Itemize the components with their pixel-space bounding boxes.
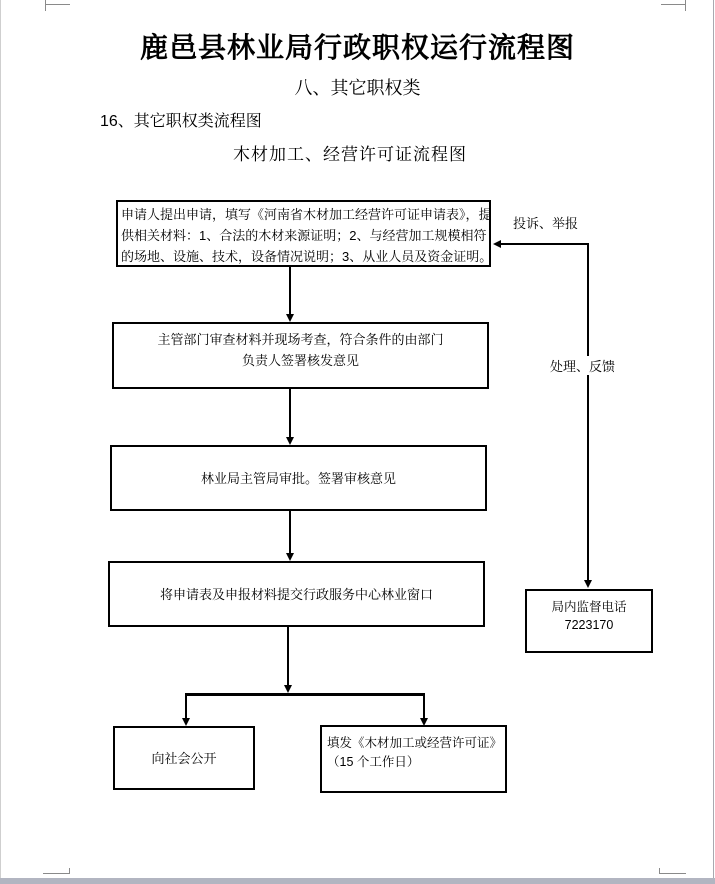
- flow-box-submit: [108, 561, 485, 627]
- flow-box-review-line1: 主管部门审查材料并现场考查，符合条件的由部门: [157, 332, 444, 347]
- flow-box-license-line2: （15 个工作日）: [327, 755, 420, 769]
- branch-horizontal-line: [185, 693, 425, 696]
- flow-box-review-line2: 负责人签署核发意见: [241, 353, 359, 368]
- flow-box-license-line1: 填发《木材加工或经营许可证》: [327, 736, 503, 750]
- text-boundary-mark-top-right-tick: [685, 0, 686, 11]
- arrowhead-down-icon: [286, 437, 294, 445]
- flow-box-apply: [116, 200, 491, 267]
- flow-box-apply-line2: 供相关材料：1、合法的木材来源证明；2、与经营加工规模相符: [121, 228, 487, 243]
- item-heading: 16、其它职权类流程图: [100, 113, 262, 130]
- page-left-edge: [0, 0, 1, 884]
- complaint-label: 投诉、举报: [511, 213, 580, 232]
- text-boundary-mark-bottom-left: [43, 873, 70, 874]
- branch-left-line: [185, 693, 187, 718]
- page-right-edge: [713, 0, 714, 884]
- flowchart-title: 木材加工、经营许可证流程图: [233, 145, 467, 164]
- flow-box-phone-line2: 7223170: [564, 618, 614, 632]
- connector-apply-review: [289, 267, 291, 315]
- flow-box-public-text: 向社会公开: [151, 750, 217, 766]
- text-boundary-mark-bottom-right-tick: [659, 868, 660, 874]
- complaint-vertical-line: [587, 243, 589, 580]
- flow-box-submit-text: 将申请表及申报材料提交行政服务中心林业窗口: [159, 586, 433, 602]
- arrowhead-down-icon: [286, 314, 294, 322]
- page-title: 鹿邑县林业局行政职权运行流程图: [139, 32, 575, 63]
- text-boundary-mark-top-right: [661, 4, 686, 5]
- complaint-horizontal-line: [500, 243, 589, 245]
- section-heading: 八、其它职权类: [294, 78, 421, 98]
- connector-approve-submit: [289, 511, 291, 553]
- text-boundary-mark-top-left: [45, 4, 70, 5]
- branch-right-line: [423, 693, 425, 718]
- flow-box-public: [113, 726, 255, 790]
- text-boundary-mark-top-left-tick: [45, 0, 46, 11]
- arrowhead-down-icon: [286, 553, 294, 561]
- text-boundary-mark-bottom-right: [659, 873, 686, 874]
- arrowhead-down-icon: [182, 718, 190, 726]
- flow-box-approve-text: 林业局主管局审批。签署审核意见: [200, 470, 396, 486]
- flow-box-review: [112, 322, 489, 389]
- flow-box-license: [320, 725, 507, 793]
- connector-review-approve: [289, 389, 291, 437]
- flow-box-apply-line3: 的场地、设施、技术，设备情况说明；3、从业人员及资金证明。: [121, 249, 493, 264]
- flow-box-phone-line1: 局内监督电话: [551, 600, 627, 614]
- connector-submit-branch: [287, 627, 289, 685]
- flow-box-approve: [110, 445, 487, 511]
- arrowhead-down-icon: [284, 685, 292, 693]
- horizontal-scrollbar[interactable]: [0, 878, 715, 884]
- flow-box-apply-line1: 申请人提出申请，填写《河南省木材加工经营许可证申请表》，提: [121, 207, 492, 222]
- feedback-label: 处理、反馈: [548, 356, 617, 375]
- text-boundary-mark-bottom-left-tick: [69, 868, 70, 874]
- flow-box-phone: [525, 589, 653, 653]
- arrowhead-down-icon: [584, 580, 592, 588]
